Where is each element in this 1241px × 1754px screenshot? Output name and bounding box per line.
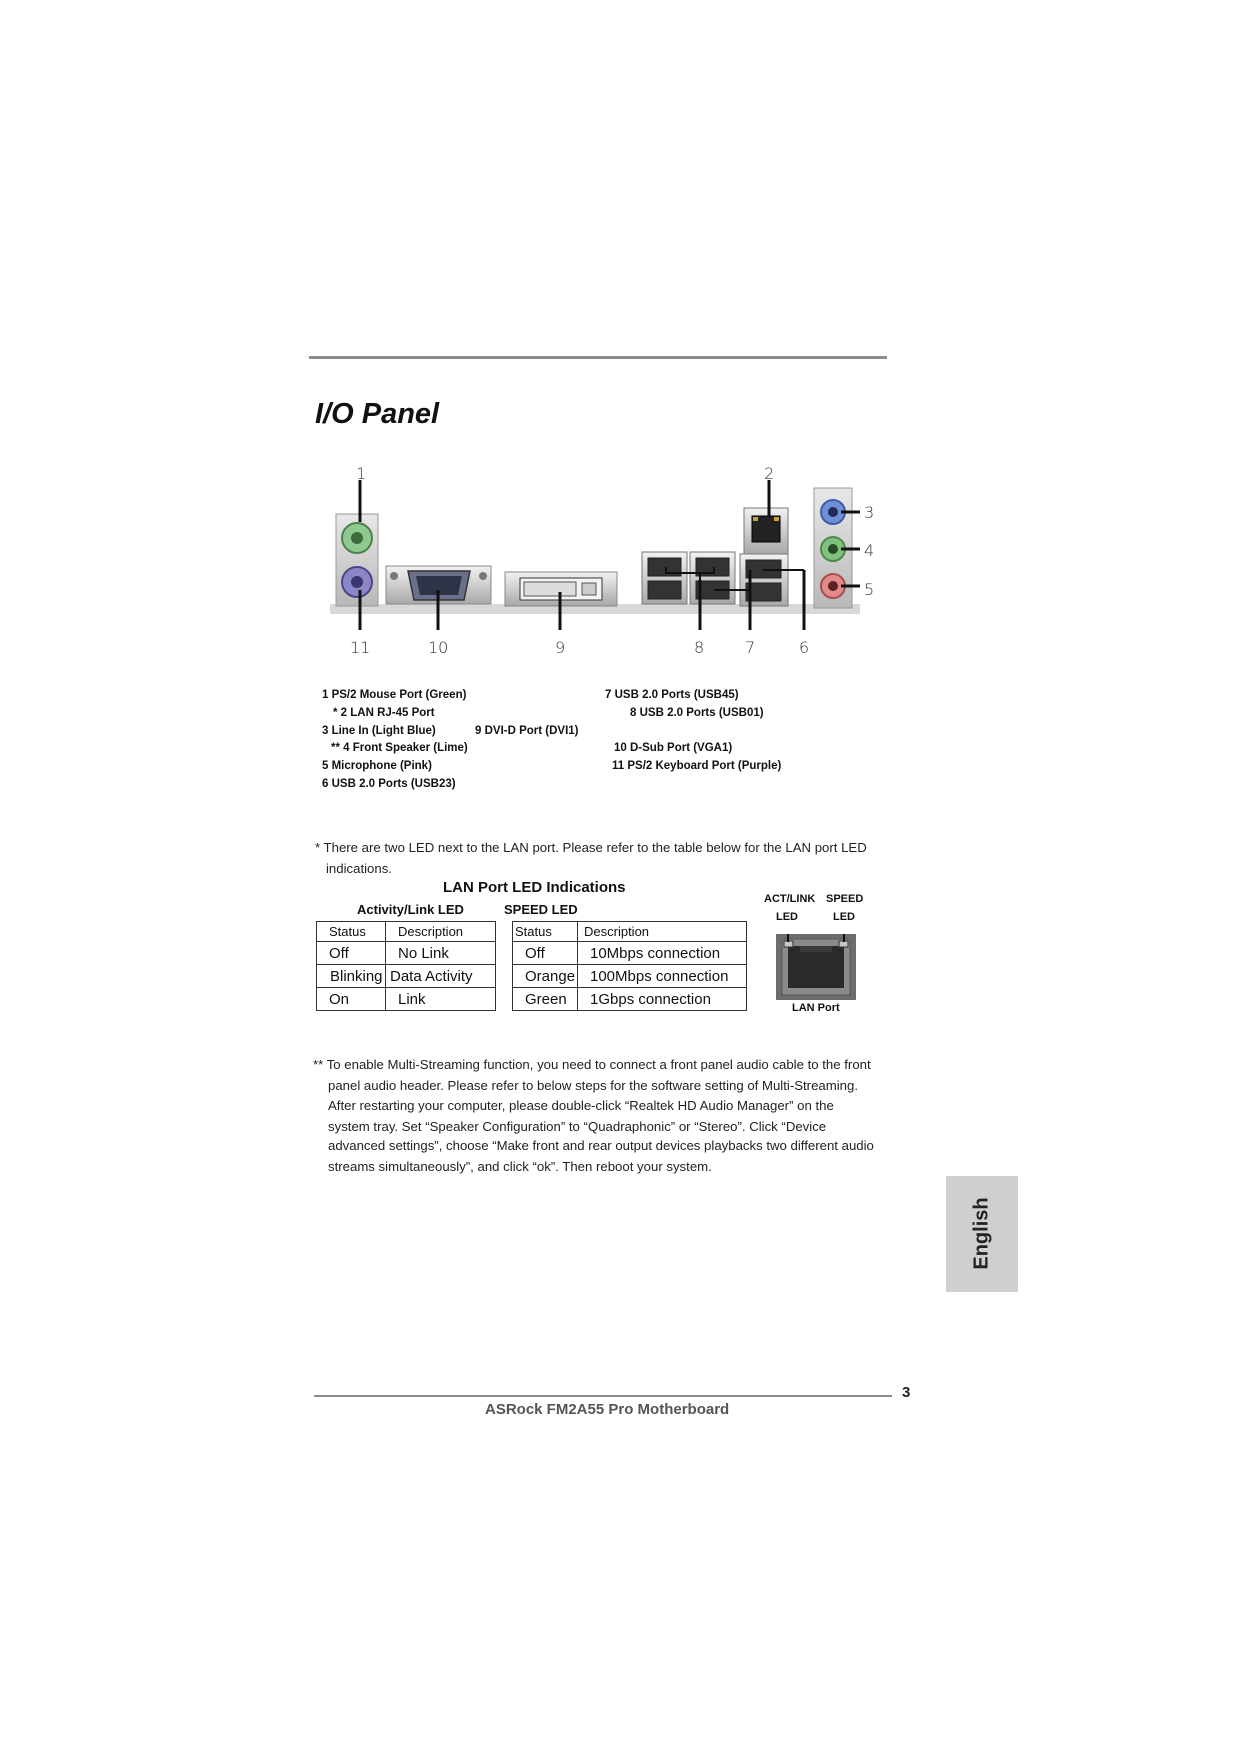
legend-item-8: 8 USB 2.0 Ports (USB01) [630, 707, 764, 719]
legend-item-6: 6 USB 2.0 Ports (USB23) [322, 778, 456, 790]
led-table-title: LAN Port LED Indications [443, 879, 626, 896]
lan-note-line-2: indications. [326, 861, 392, 876]
usb-ports [642, 552, 788, 606]
legend-item-1: 1 PS/2 Mouse Port (Green) [322, 689, 467, 701]
callout-9: 9 [555, 638, 566, 657]
callout-1: 1 [356, 464, 367, 483]
legend-item-7: 7 USB 2.0 Ports (USB45) [605, 689, 739, 701]
table-row [317, 965, 496, 988]
callout-3: 3 [864, 503, 875, 522]
activity-led-table [316, 921, 496, 1011]
streaming-note-line-4: system tray. Set “Speaker Configuration” to “Quadraphonic” or “Stereo”. Click “Device [328, 1119, 827, 1134]
status-cell: Off [317, 942, 386, 965]
streaming-note-line-6: streams simultaneously”, and click “ok”. Then reboot your system. [328, 1159, 712, 1174]
streaming-note-line-2: panel audio header. Please refer to below steps for the software setting of Multi-Streaming. [328, 1078, 858, 1093]
col-status: Status [513, 922, 578, 942]
callout-11: 11 [350, 638, 371, 657]
activity-led-heading: Activity/Link LED [357, 902, 464, 917]
col-description: Description [386, 922, 496, 942]
callout-5: 5 [864, 580, 875, 599]
col-description: Description [578, 922, 747, 942]
legend-item-2: * 2 LAN RJ-45 Port [333, 707, 435, 719]
led-right-label: LED [833, 911, 855, 923]
lan-port [744, 508, 788, 554]
lan-note-line-1: * There are two LED next to the LAN port. Please refer to the table below for the LAN port LED [315, 840, 867, 855]
table-row [317, 942, 496, 965]
status-cell: Orange [513, 965, 578, 988]
status-cell: Blinking [317, 965, 386, 988]
callout-10: 10 [428, 638, 449, 657]
col-status: Status [317, 922, 386, 942]
streaming-note-line-3: After restarting your computer, please double-click “Realtek HD Audio Manager” on the [328, 1098, 834, 1113]
table-row [513, 942, 747, 965]
speed-led-table [512, 921, 747, 1011]
description-cell: No Link [386, 942, 496, 965]
status-cell: Off [513, 942, 578, 965]
table-row [317, 988, 496, 1011]
ps2-ports [336, 514, 378, 606]
description-cell: Link [386, 988, 496, 1011]
language-tab-label: English [970, 1197, 993, 1270]
legend-item-5: 5 Microphone (Pink) [322, 760, 432, 772]
legend-item-11: 11 PS/2 Keyboard Port (Purple) [612, 760, 782, 772]
status-cell: Green [513, 988, 578, 1011]
streaming-note-line-1: ** To enable Multi-Streaming function, you need to connect a front panel audio cable to the front [313, 1057, 871, 1072]
callout-2: 2 [764, 464, 775, 483]
callout-7: 7 [745, 638, 756, 657]
speed-label: SPEED [826, 893, 864, 905]
table-row [513, 988, 747, 1011]
callout-8: 8 [694, 638, 705, 657]
speed-led-heading: SPEED LED [504, 902, 578, 917]
description-cell: 100Mbps connection [578, 965, 747, 988]
table-row [513, 965, 747, 988]
callout-4: 4 [864, 541, 875, 560]
page-number: 3 [902, 1384, 911, 1401]
legend-item-10: 10 D-Sub Port (VGA1) [614, 742, 733, 754]
led-left-label: LED [776, 911, 798, 923]
lan-port-icon [776, 934, 856, 1000]
legend-item-4: ** 4 Front Speaker (Lime) [331, 742, 468, 754]
description-cell: 1Gbps connection [578, 988, 747, 1011]
page-title: I/O Panel [315, 398, 440, 430]
streaming-note-line-5: advanced settings”, choose “Make front and rear output devices playbacks two different audio [328, 1138, 874, 1153]
status-cell: On [317, 988, 386, 1011]
io-panel-diagram [320, 480, 880, 630]
description-cell: Data Activity [386, 965, 496, 988]
top-rule [309, 356, 887, 359]
legend-item-3: 3 Line In (Light Blue) [322, 725, 436, 737]
language-tab [946, 1176, 1018, 1292]
act-link-label: ACT/LINK [764, 893, 816, 905]
callout-6: 6 [799, 638, 810, 657]
description-cell: 10Mbps connection [578, 942, 747, 965]
legend-item-9: 9 DVI-D Port (DVI1) [475, 725, 579, 737]
footer-product-name: ASRock FM2A55 Pro Motherboard [485, 1401, 730, 1418]
lan-port-caption: LAN Port [792, 1002, 840, 1014]
footer-rule [314, 1395, 892, 1397]
